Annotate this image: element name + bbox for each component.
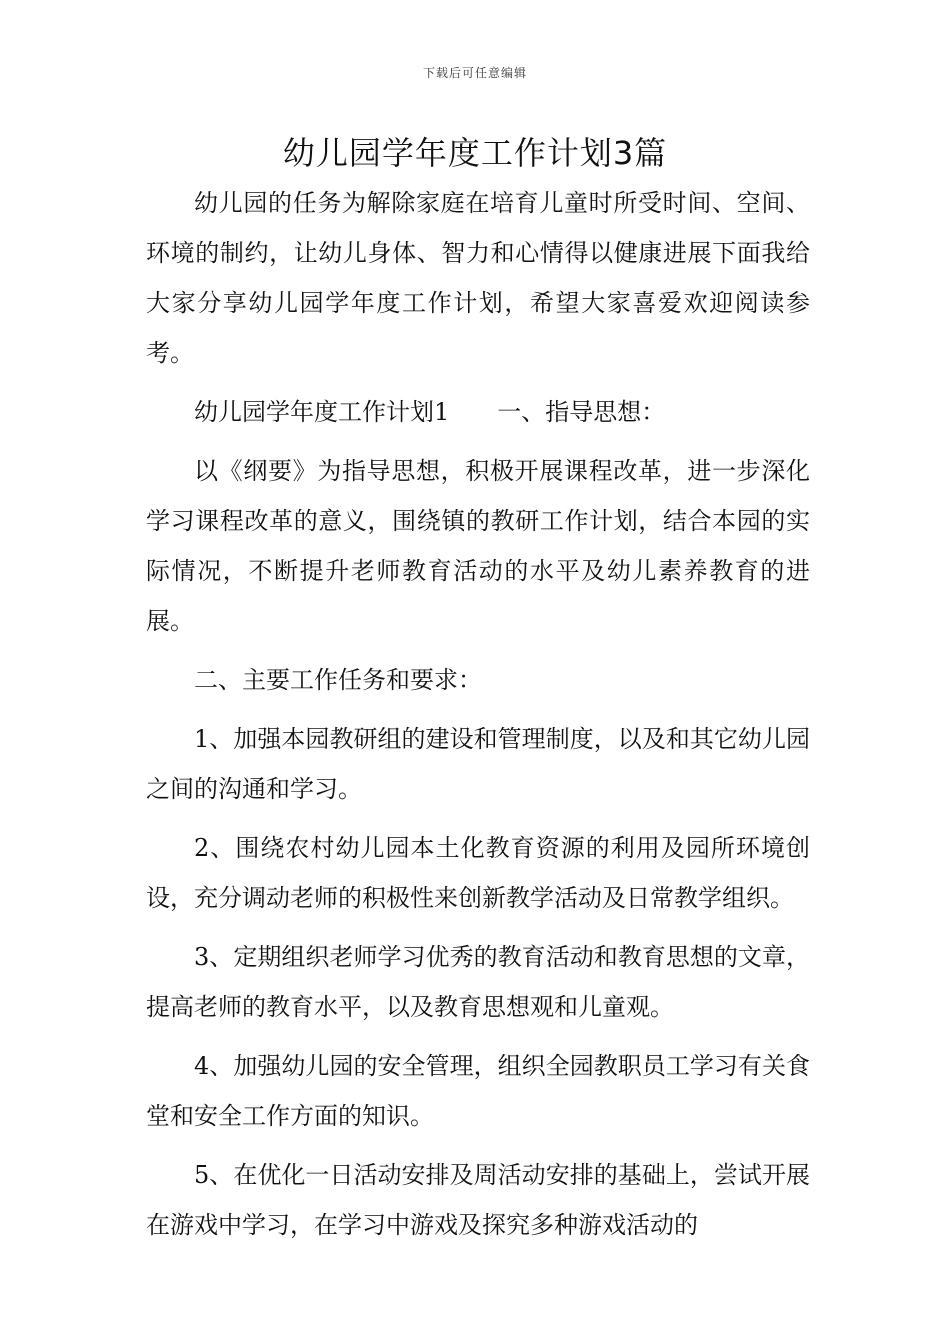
task-item-1: 1、加强本园教研组的建设和管理制度，以及和其它幼儿园之间的沟通和学习。 — [146, 725, 810, 803]
document-title: 幼儿园学年度工作计划3篇 — [282, 134, 668, 172]
task-item-5: 5、在优化一日活动安排及周活动安排的基础上，尝试开展在游戏中学习，在学习中游戏及探究多种游戏活动的 — [146, 1161, 810, 1239]
tasks-heading-paragraph: 二、主要工作任务和要求： — [194, 666, 482, 694]
task-item-2: 2、围绕农村幼儿园本土化教育资源的利用及园所环境创设，充分调动老师的积极性来创新教学活动及日常教学组织。 — [146, 834, 810, 912]
task-item-3: 3、定期组织老师学习优秀的教育活动和教育思想的文章，提高老师的教育水平，以及教育思想观和儿童观。 — [146, 943, 810, 1021]
document-body — [146, 178, 810, 1259]
intro-paragraph: 幼儿园的任务为解除家庭在培育儿童时所受时间、空间、环境的制约，让幼儿身体、智力和心情得以健康进展下面我给大家分享幼儿园学年度工作计划，希望大家喜爱欢迎阅读参考。 — [146, 189, 810, 367]
plan-heading-paragraph: 幼儿园学年度工作计划1 一、指导思想： — [194, 398, 666, 426]
task-item-4: 4、加强幼儿园的安全管理，组织全园教职员工学习有关食堂和安全工作方面的知识。 — [146, 1052, 810, 1130]
guiding-ideology-paragraph: 以《纲要》为指导思想，积极开展课程改革，进一步深化学习课程改革的意义，围绕镇的教研工作计划，结合本园的实际情况，不断提升老师教育活动的水平及幼儿素养教育的进展。 — [146, 457, 810, 635]
header-note: 下载后可任意编辑 — [422, 66, 527, 80]
